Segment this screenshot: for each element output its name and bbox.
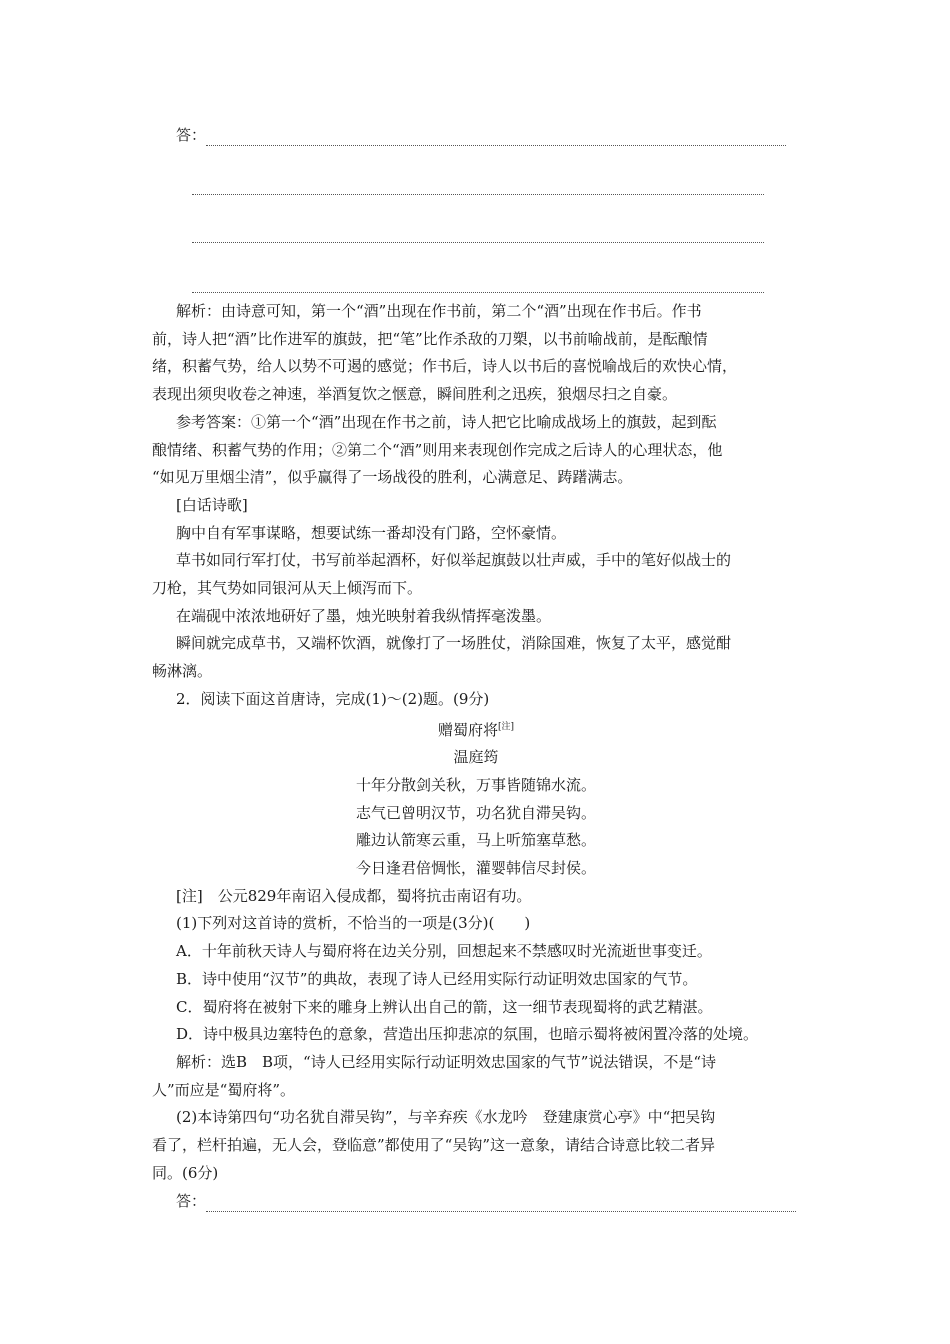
option-d: D．诗中极具边塞特色的意象，营造出压抑悲凉的氛围，也暗示蜀将被闲置冷落的处境。 xyxy=(176,1025,759,1044)
answer-blank[interactable] xyxy=(206,131,786,146)
text-line: 瞬间就完成草书，又端杯饮酒，就像打了一场胜仗，消除国难，恢复了太平，感觉酣 xyxy=(176,634,732,653)
poem-title xyxy=(136,714,816,745)
text-line: 表现出须臾收卷之神速，举酒复饮之惬意，瞬间胜利之迅疾，狼烟尽扫之自豪。 xyxy=(152,385,678,404)
answer-blank[interactable] xyxy=(206,1197,796,1212)
answer-label: 答： xyxy=(176,126,207,144)
text-line: 刀枪，其气势如同银河从天上倾泻而下。 xyxy=(152,579,423,598)
option-b: B．诗中使用“汉节”的典故，表现了诗人已经用实际行动证明效忠国家的气节。 xyxy=(176,969,698,988)
option-c: C．蜀府将在被射下来的雕身上辨认出自己的箭，这一细节表现蜀将的武艺精湛。 xyxy=(176,997,713,1016)
text-line: 人”而应是“蜀府将”。 xyxy=(152,1080,296,1099)
text-line: 看了，栏杆拍遍，无人会，登临意”都使用了“吴钩”这一意象，请结合诗意比较二者异 xyxy=(152,1136,716,1155)
analysis-paragraph-1 xyxy=(152,298,816,409)
answer-line-bottom xyxy=(176,1190,796,1212)
text-line: 酿情绪、积蓄气势的作用；②第二个“酒”则用来表现创作完成之后诗人的心理状态，他 xyxy=(152,440,723,459)
poem-author: 温庭筠 xyxy=(453,748,499,767)
vernacular-title: [白话诗歌] xyxy=(176,495,248,514)
text-line: 同。(6分) xyxy=(152,1163,219,1182)
analysis-paragraph-2 xyxy=(152,1049,816,1104)
question-2-2 xyxy=(152,1104,816,1187)
text-line: 解析：选B B项，“诗人已经用实际行动证明效忠国家的气节”说法错误，不是“诗 xyxy=(176,1052,717,1071)
text-line: 前，诗人把“酒”比作进军的旗鼓，把“笔”比作杀敌的刀槊，以书前喻战前，是酝酿情 xyxy=(152,329,708,348)
poem-note: [注] 公元829年南诏入侵成都，蜀将抗击南诏有功。 xyxy=(176,886,532,905)
question-2-intro: 2．阅读下面这首唐诗，完成(1)～(2)题。(9分) xyxy=(176,689,490,708)
answer-blank[interactable] xyxy=(192,180,764,195)
text-line: 参考答案：①第一个“酒”出现在作书之前，诗人把它比喻成战场上的旗鼓，起到酝 xyxy=(176,412,717,431)
text-line: 在端砚中浓浓地研好了墨，烛光映射着我纵情挥毫泼墨。 xyxy=(176,606,552,625)
question-2-1: (1)下列对这首诗的赏析，不恰当的一项是(3分)( ) xyxy=(176,914,531,933)
poem-title-note: [注] xyxy=(497,721,515,732)
text-line: “如见万里烟尘清”，似乎赢得了一场战役的胜利，心满意足、踌躇满志。 xyxy=(152,468,633,487)
answer-label: 答： xyxy=(176,1192,207,1210)
text-line: 草书如同行军打仗，书写前举起酒杯，好似举起旗鼓以壮声威，手中的笔好似战士的 xyxy=(176,551,732,570)
text-line: 解析：由诗意可知，第一个“酒”出现在作书前，第二个“酒”出现在作书后。作书 xyxy=(176,302,702,320)
answer-blank[interactable] xyxy=(192,278,764,293)
answer-blank[interactable] xyxy=(192,228,764,243)
text-line: 胸中自有军事谋略，想要试练一番却没有门路，空怀豪情。 xyxy=(176,523,567,542)
vernacular-poem xyxy=(152,520,816,686)
text-line: 绪，积蓄气势，给人以势不可遏的感觉；作书后，诗人以书后的喜悦喻战后的欢快心情， xyxy=(152,357,738,376)
poem-line: 今日逢君倍惆怅，灌婴韩信尽封侯。 xyxy=(355,859,596,878)
text-line: 畅淋漓。 xyxy=(152,662,213,681)
poem-line: 十年分散剑关秋，万事皆随锦水流。 xyxy=(355,775,596,794)
poem-title-text: 赠蜀府将 xyxy=(437,720,498,739)
answer-line-top xyxy=(176,124,786,146)
option-a: A．十年前秋天诗人与蜀府将在边关分别，回想起来不禁感叹时光流逝世事变迁。 xyxy=(176,942,712,961)
poem-line: 志气已曾明汉节，功名犹自滞吴钩。 xyxy=(355,803,596,822)
main-text xyxy=(152,298,816,1188)
reference-answer-1 xyxy=(152,409,816,492)
text-line: (2)本诗第四句“功名犹自滞吴钩”，与辛弃疾《水龙吟 登建康赏心亭》中“把吴钩 xyxy=(176,1108,716,1127)
poem-line: 雕边认箭寒云重，马上听笳塞草愁。 xyxy=(355,831,596,850)
